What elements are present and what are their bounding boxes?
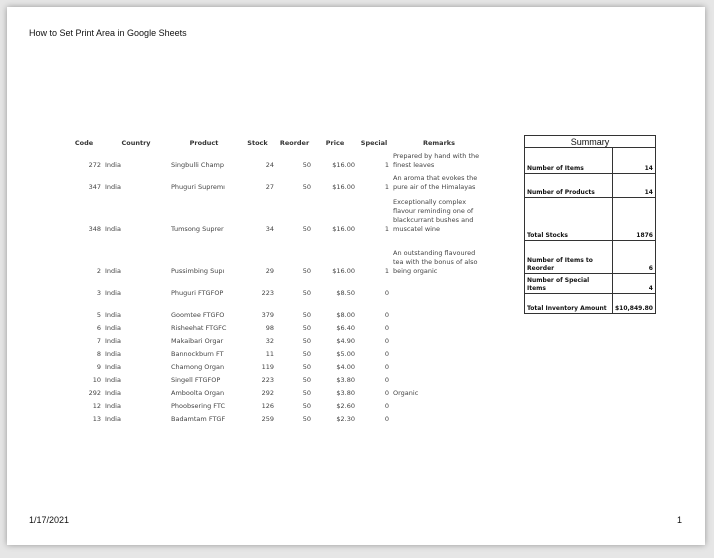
cell-code: 2 <box>96 267 101 275</box>
cell-remarks <box>391 372 487 385</box>
cell-stock: 223 <box>261 376 274 384</box>
cell-remarks <box>391 276 487 298</box>
cell-country: India <box>105 415 121 423</box>
cell-country: India <box>105 161 121 169</box>
table-row <box>65 359 487 372</box>
cell-product: Phuguri FTGFOP <box>171 289 224 297</box>
cell-country: India <box>105 311 121 319</box>
cell-special: 1 <box>384 183 389 191</box>
cell-country: India <box>105 389 121 397</box>
column-header-stock: Stock <box>247 139 268 147</box>
cell-stock: 29 <box>265 267 274 275</box>
summary-row <box>525 174 656 198</box>
cell-special: 0 <box>384 389 389 397</box>
cell-price: $8.00 <box>336 311 355 319</box>
sheet-title: How to Set Print Area in Google Sheets <box>29 28 187 38</box>
cell-remarks: An aroma that evokes the pure air of the Himalayas <box>393 174 478 191</box>
cell-special: 0 <box>384 376 389 384</box>
cell-special: 0 <box>384 363 389 371</box>
cell-country: India <box>105 289 121 297</box>
summary-label: Total Inventory Amount <box>525 294 613 314</box>
table-row <box>65 398 487 411</box>
cell-product: Pussimbing Supı <box>171 267 225 275</box>
cell-special: 0 <box>384 415 389 423</box>
column-header-price: Price <box>325 139 345 147</box>
summary-row <box>525 148 656 174</box>
table-row <box>65 192 487 234</box>
cell-code: 12 <box>92 402 101 410</box>
cell-price: $5.00 <box>336 350 355 358</box>
cell-price: $8.50 <box>336 289 355 297</box>
cell-code: 292 <box>88 389 101 397</box>
cell-remarks <box>391 359 487 372</box>
cell-product: Tumsong Suprer <box>171 225 224 233</box>
table-row <box>65 234 487 276</box>
cell-special: 0 <box>384 289 389 297</box>
column-header-reorder: Reorder <box>279 139 310 147</box>
cell-remarks <box>391 398 487 411</box>
cell-reorder: 50 <box>302 363 311 371</box>
cell-special: 1 <box>384 267 389 275</box>
cell-product: Goomtee FTGFO <box>171 311 225 319</box>
cell-product: Bannockburn FT <box>171 350 224 358</box>
cell-reorder: 50 <box>302 161 311 169</box>
cell-country: India <box>105 363 121 371</box>
summary-value: 4 <box>613 274 656 294</box>
cell-code: 9 <box>96 363 101 371</box>
summary-label: Number of Products <box>525 174 613 198</box>
cell-price: $16.00 <box>332 183 355 191</box>
cell-code: 10 <box>92 376 101 384</box>
cell-price: $3.80 <box>336 389 355 397</box>
summary-table <box>524 135 656 314</box>
table-row <box>65 170 487 192</box>
footer-page-number: 1 <box>677 515 683 525</box>
table-row <box>65 320 487 333</box>
cell-reorder: 50 <box>302 311 311 319</box>
cell-stock: 11 <box>265 350 274 358</box>
cell-product: Amboolta Organ <box>171 389 225 397</box>
cell-price: $2.30 <box>336 415 355 423</box>
cell-country: India <box>105 350 121 358</box>
summary-value: 14 <box>613 148 656 174</box>
cell-remarks <box>391 320 487 333</box>
summary-label: Total Stocks <box>525 198 613 241</box>
cell-stock: 32 <box>265 337 274 345</box>
print-preview-page <box>7 7 705 545</box>
cell-country: India <box>105 183 121 191</box>
cell-code: 6 <box>96 324 101 332</box>
cell-remarks: An outstanding flavoured tea with the bonus of also being organic <box>393 249 478 275</box>
cell-product: Phoobsering FTC <box>171 402 226 410</box>
cell-code: 3 <box>96 289 101 297</box>
summary-title: Summary <box>525 136 656 148</box>
cell-country: India <box>105 267 121 275</box>
table-row <box>65 411 487 424</box>
column-header-product: Product <box>189 139 219 147</box>
cell-stock: 119 <box>261 363 274 371</box>
summary-label: Number of Items <box>525 148 613 174</box>
cell-product: Singbulli Champ <box>171 161 225 169</box>
table-row <box>65 276 487 298</box>
cell-price: $3.80 <box>336 376 355 384</box>
cell-price: $4.00 <box>336 363 355 371</box>
cell-stock: 98 <box>265 324 274 332</box>
cell-price: $4.90 <box>336 337 355 345</box>
cell-stock: 34 <box>265 225 274 233</box>
cell-stock: 259 <box>261 415 274 423</box>
cell-price: $6.40 <box>336 324 355 332</box>
footer-date: 1/17/2021 <box>29 515 70 525</box>
table-row <box>65 148 487 170</box>
summary-row <box>525 241 656 274</box>
cell-reorder: 50 <box>302 376 311 384</box>
table-row <box>65 346 487 359</box>
cell-country: India <box>105 376 121 384</box>
summary-row <box>525 294 656 314</box>
cell-special: 0 <box>384 402 389 410</box>
cell-reorder: 50 <box>302 415 311 423</box>
cell-special: 0 <box>384 311 389 319</box>
summary-label: Number of Items to Reorder <box>525 241 613 274</box>
table-row <box>65 298 487 320</box>
cell-country: India <box>105 225 121 233</box>
cell-price: $16.00 <box>332 267 355 275</box>
cell-reorder: 50 <box>302 350 311 358</box>
cell-reorder: 50 <box>302 289 311 297</box>
cell-remarks <box>391 333 487 346</box>
cell-reorder: 50 <box>302 402 311 410</box>
summary-label: Number of Special Items <box>525 274 613 294</box>
cell-remarks <box>391 411 487 424</box>
cell-reorder: 50 <box>302 337 311 345</box>
cell-price: $2.60 <box>336 402 355 410</box>
cell-code: 348 <box>88 225 101 233</box>
cell-code: 8 <box>96 350 101 358</box>
column-header-code: Code <box>74 139 94 147</box>
cell-product: Phuguri Supremı <box>171 183 225 191</box>
summary-value: 14 <box>613 174 656 198</box>
cell-code: 13 <box>92 415 101 423</box>
cell-stock: 379 <box>261 311 274 319</box>
cell-country: India <box>105 402 121 410</box>
column-header-remarks: Remarks <box>423 139 455 147</box>
cell-remarks: Organic <box>393 389 419 397</box>
cell-product: Makaibari Orgar <box>171 337 224 345</box>
summary-row <box>525 198 656 241</box>
table-row <box>65 372 487 385</box>
cell-reorder: 50 <box>302 389 311 397</box>
summary-value: 1876 <box>613 198 656 241</box>
cell-price: $16.00 <box>332 161 355 169</box>
summary-row <box>525 274 656 294</box>
cell-stock: 126 <box>261 402 274 410</box>
cell-stock: 27 <box>265 183 274 191</box>
cell-country: India <box>105 324 121 332</box>
cell-remarks: Prepared by hand with the finest leaves <box>393 152 480 169</box>
column-header-special: Special <box>360 139 388 147</box>
cell-special: 1 <box>384 161 389 169</box>
cell-special: 0 <box>384 350 389 358</box>
cell-code: 272 <box>88 161 101 169</box>
cell-stock: 24 <box>265 161 274 169</box>
cell-reorder: 50 <box>302 267 311 275</box>
cell-reorder: 50 <box>302 225 311 233</box>
cell-stock: 292 <box>261 389 274 397</box>
cell-reorder: 50 <box>302 183 311 191</box>
inventory-table <box>65 138 487 424</box>
cell-country: India <box>105 337 121 345</box>
cell-price: $16.00 <box>332 225 355 233</box>
cell-code: 5 <box>96 311 101 319</box>
column-header-country: Country <box>121 139 151 147</box>
cell-special: 1 <box>384 225 389 233</box>
summary-value: 6 <box>613 241 656 274</box>
cell-special: 0 <box>384 324 389 332</box>
table-row <box>65 385 487 398</box>
cell-code: 7 <box>96 337 101 345</box>
cell-remarks <box>391 298 487 320</box>
cell-remarks <box>391 346 487 359</box>
table-header-row <box>65 138 487 148</box>
cell-stock: 223 <box>261 289 274 297</box>
table-row <box>65 333 487 346</box>
cell-product: Chamong Organ <box>171 363 225 371</box>
cell-product: Badamtam FTGF <box>171 415 226 423</box>
cell-product: Risheehat FTGFC <box>171 324 227 332</box>
cell-code: 347 <box>88 183 101 191</box>
cell-remarks: Exceptionally complex flavour reminding one of blackcurrant bushes and muscatel wine <box>393 198 474 233</box>
summary-value: $10,849.80 <box>613 294 656 314</box>
cell-special: 0 <box>384 337 389 345</box>
cell-reorder: 50 <box>302 324 311 332</box>
cell-product: Singell FTGFOP <box>171 376 221 384</box>
